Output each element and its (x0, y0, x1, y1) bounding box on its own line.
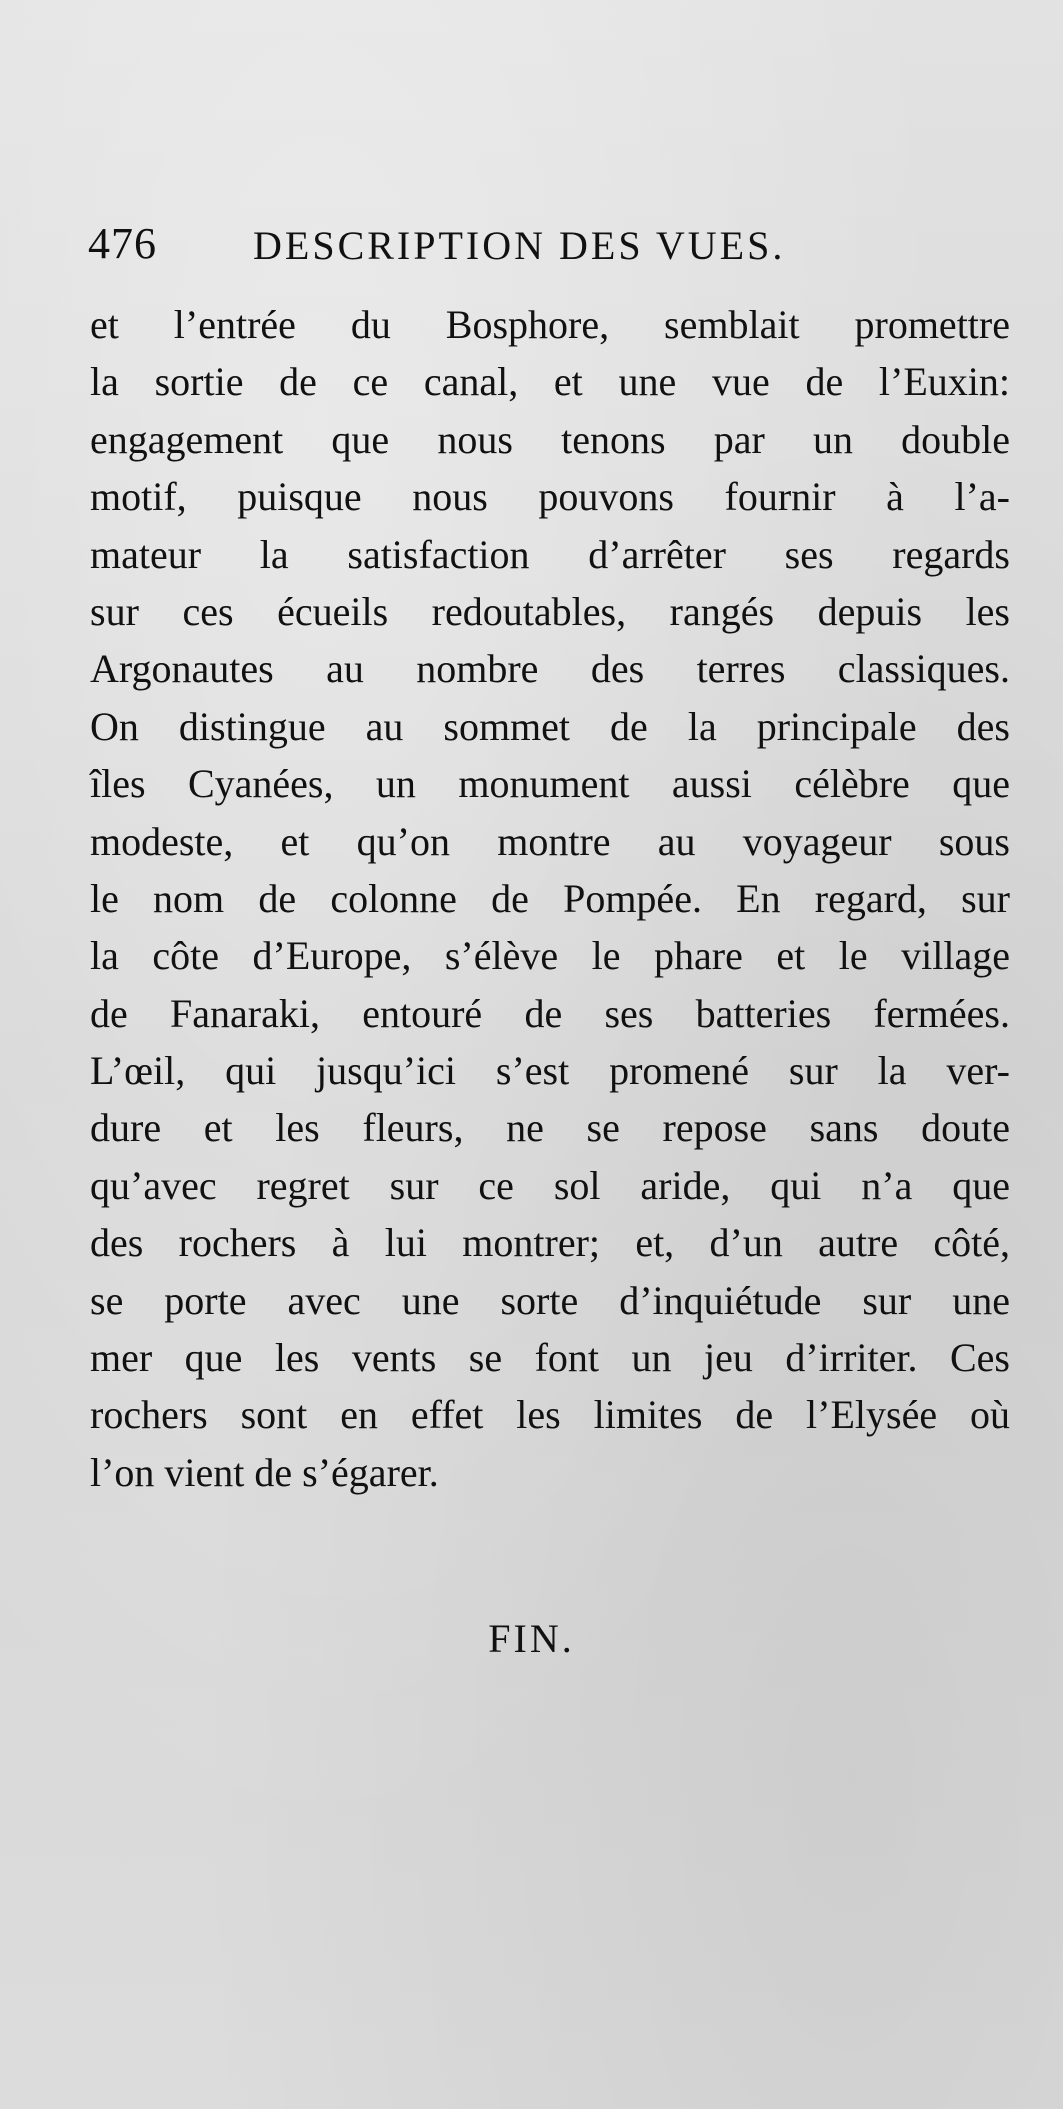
text-line: rochers sont en effet les limites de l’Elysée où (90, 1392, 1010, 1438)
text-line: modeste, et qu’on montre au voyageur sous (90, 818, 1010, 864)
text-line: mateur la satisfaction d’arrêter ses regards (90, 531, 1010, 577)
text-line: qu’avec regret sur ce sol aride, qui n’a que (90, 1162, 1010, 1208)
text-line: la côte d’Europe, s’élève le phare et le village (90, 933, 1010, 979)
body-text (90, 296, 1010, 1501)
page-number: 476 (88, 219, 157, 268)
text-line: dure et les fleurs, ne se repose sans doute (90, 1105, 1010, 1151)
text-line: sur ces écueils redoutables, rangés depuis les (90, 588, 1010, 634)
text-line: le nom de colonne de Pompée. En regard, sur (90, 875, 1010, 921)
text-line: de Fanaraki, entouré de ses batteries fermées. (90, 990, 1010, 1036)
end-mark: FIN. (488, 1616, 575, 1661)
text-line: Argonautes au nombre des terres classiques. (90, 646, 1010, 692)
text-line: et l’entrée du Bosphore, semblait promettre (90, 302, 1010, 347)
text-line: mer que les vents se font un jeu d’irriter. Ces (90, 1335, 1010, 1381)
text-line: motif, puisque nous pouvons fournir à l’a- (90, 474, 1010, 520)
text-line: engagement que nous tenons par un double (90, 416, 1010, 462)
text-line: L’œil, qui jusqu’ici s’est promené sur la ver- (90, 1048, 1010, 1094)
text-line: îles Cyanées, un monument aussi célèbre que (90, 761, 1010, 807)
text-line: l’on vient de s’égarer. (90, 1449, 439, 1495)
text-line: se porte avec une sorte d’inquiétude sur une (90, 1277, 1010, 1323)
running-title: DESCRIPTION DES VUES. (253, 223, 786, 268)
page-header (88, 218, 868, 278)
text-line: des rochers à lui montrer; et, d’un autre côté, (90, 1220, 1010, 1266)
text-line: la sortie de ce canal, et une vue de l’Euxin: (90, 359, 1010, 405)
text-line: On distingue au sommet de la principale des (90, 703, 1010, 749)
